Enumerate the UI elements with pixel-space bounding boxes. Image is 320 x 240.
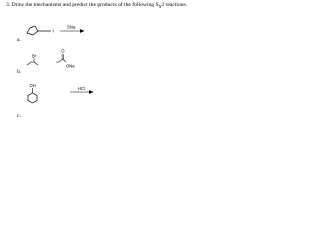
question-text-start: Draw the mechanisms and predict the products of the following S: [11, 2, 159, 8]
reaction-schemes: [0, 0, 200, 122]
bromine-label: Br: [32, 53, 37, 59]
hydroxyl-label: OH: [29, 83, 36, 88]
reaction-a: [27, 25, 84, 36]
carboxylate-chain: [56, 59, 66, 62]
reaction-b: [27, 49, 75, 69]
part-b-label: b.: [17, 69, 22, 75]
bromoalkane-chain: [27, 62, 38, 65]
part-c-label: c.: [17, 113, 21, 119]
reagent-label-c: HCl: [78, 86, 85, 91]
carbonyl-oxygen-label: O: [61, 48, 65, 54]
question-number: 3.: [6, 2, 11, 8]
part-a-label: a.: [17, 37, 21, 43]
reagent-label-a: SNa: [67, 24, 76, 30]
question-subscript: N: [158, 5, 162, 10]
cyclopentane-ring: [27, 26, 38, 35]
question-text-end: 2 reactions.: [161, 2, 188, 8]
iodine-label: I: [52, 28, 54, 34]
reagent-label-b: ONa: [66, 63, 75, 69]
reaction-c: [28, 83, 93, 103]
cyclohexane-ring: [28, 93, 37, 103]
